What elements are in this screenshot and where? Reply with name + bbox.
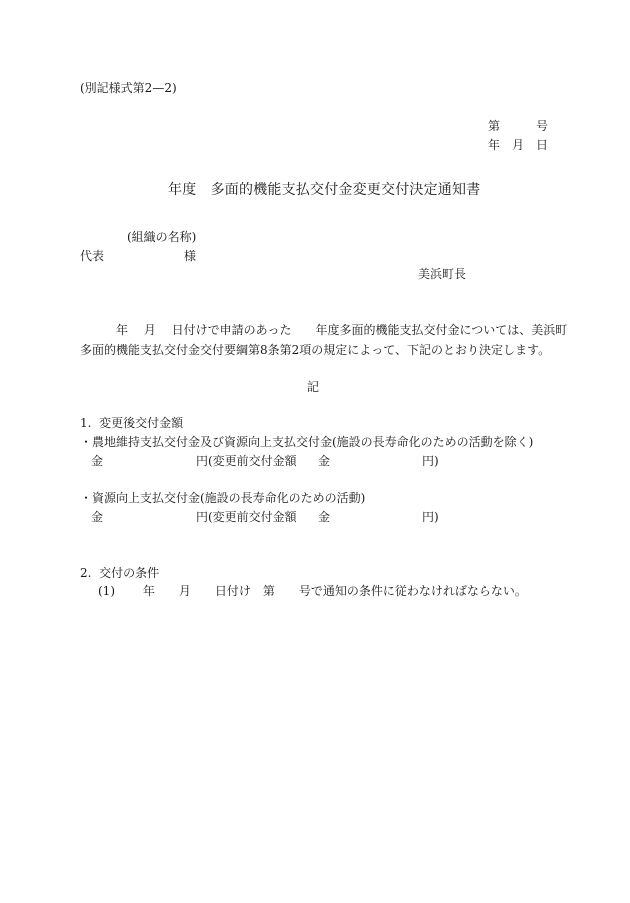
ki-marker: 記 [307,380,320,394]
form-label: (別記様式第2—2) [80,81,177,95]
organization-name-label: (組織の名称) [127,230,197,244]
condition-1: (1) 年 月 日付け 第 号で通知の条件に従わなければならない。 [98,584,527,598]
item2-yen-before-label: 円(変更前交付金額 [196,510,297,524]
item1-kin2: 金 [318,454,331,468]
item2-yen-close: 円) [422,510,439,524]
item1-kin: 金 [91,454,104,468]
issuer: 美浜町長 [418,267,467,281]
honorific: 様 [184,249,197,263]
representative-label: 代表 [80,249,105,263]
body-line-2: 多面的機能支払交付金交付要綱第8条第2項の規定によって、下記のとおり決定します。 [80,343,551,357]
section1-heading: 1. 変更後交付金額 [80,416,184,430]
document-title: 年度 多面的機能支払交付金変更交付決定通知書 [168,182,481,198]
section2-heading: 2. 交付の条件 [80,566,160,580]
item2-title: ・資源向上支払交付金(施設の長寿命化のための活動) [80,491,366,505]
document-date: 年 月 日 [488,138,549,152]
item1-yen-close: 円) [422,454,439,468]
item1-title: ・農地維持支払交付金及び資源向上支払交付金(施設の長寿命化のための活動を除く) [80,435,534,449]
item2-kin2: 金 [318,510,331,524]
document-number: 第 号 [488,119,549,133]
item1-yen-before-label: 円(変更前交付金額 [196,454,297,468]
item2-kin: 金 [91,510,104,524]
body-line-1: 年 月 日付けで申請のあった 年度多面的機能支払交付金については、美浜町 [116,323,568,337]
